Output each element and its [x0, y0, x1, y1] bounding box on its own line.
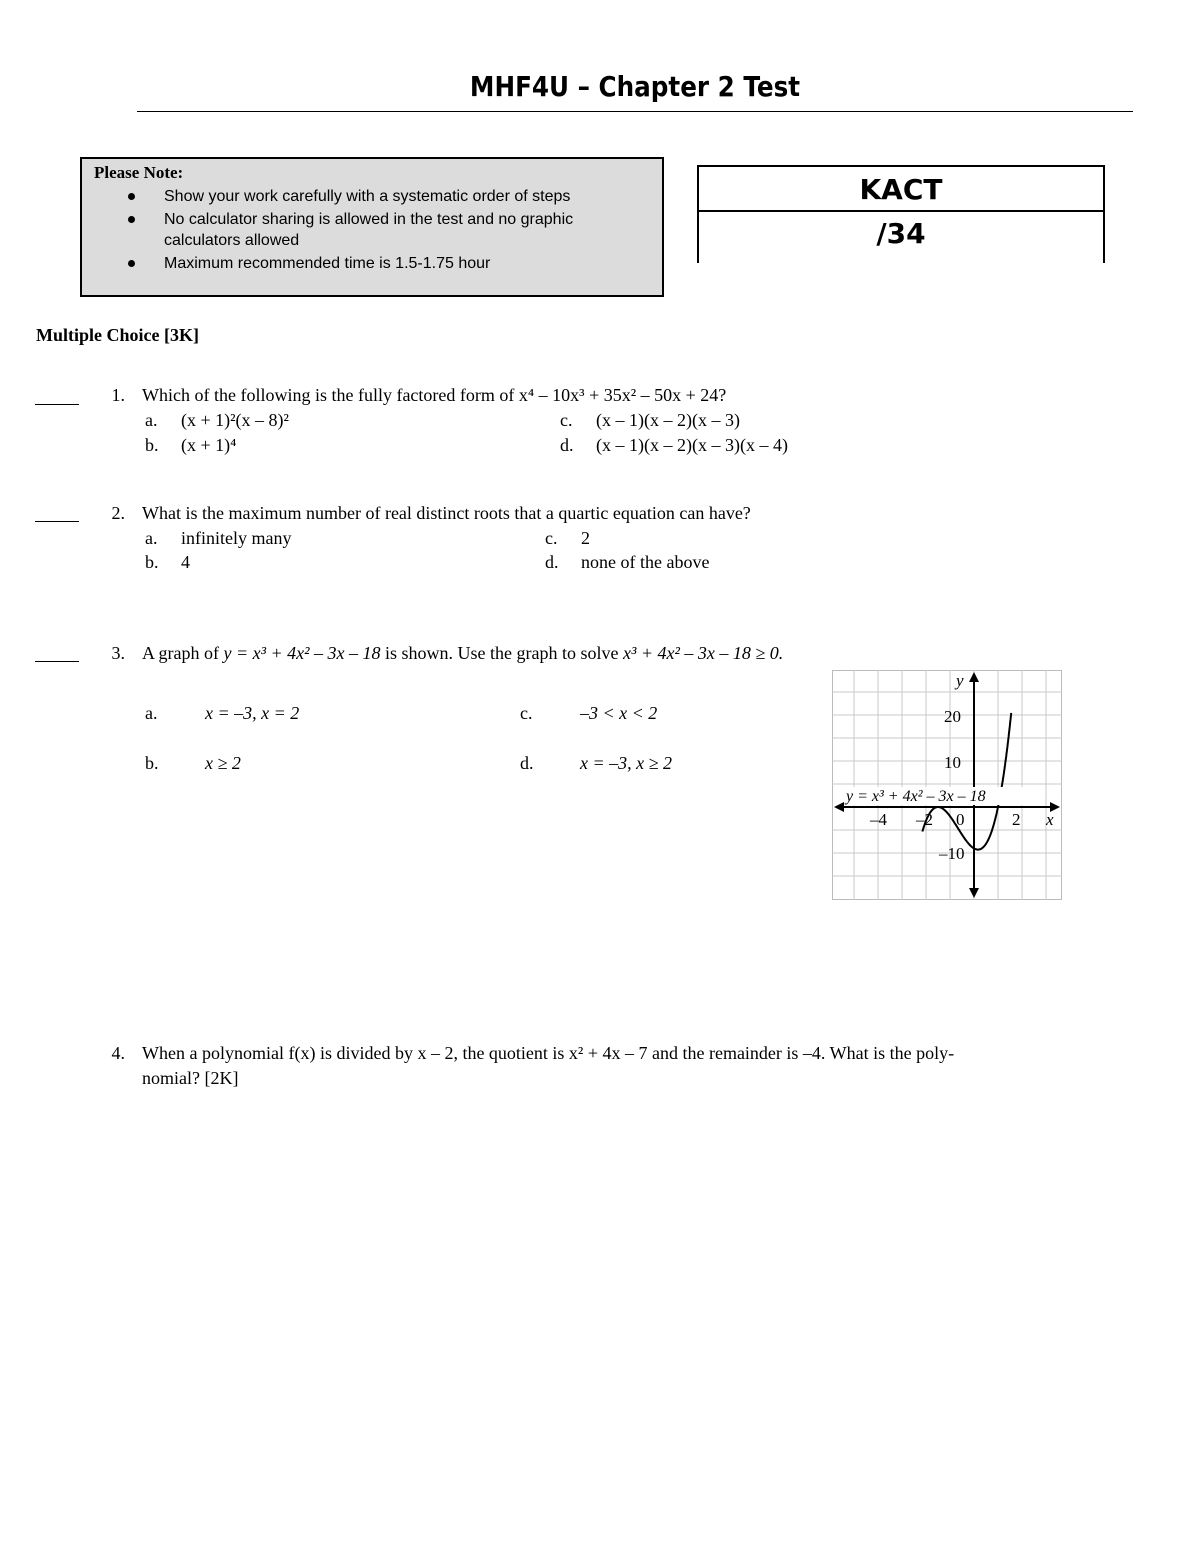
- option-b: b. (x + 1)⁴: [145, 435, 237, 455]
- question-text-line2: nomial? [2K]: [142, 1068, 239, 1088]
- score-box: [697, 165, 1105, 263]
- option-d: d. (x – 1)(x – 2)(x – 3)(x – 4): [560, 435, 788, 455]
- answer-blank[interactable]: [35, 404, 79, 405]
- option-b: b. 4: [145, 552, 190, 572]
- y-axis-label: y: [956, 671, 964, 690]
- note-item: No calculator sharing is allowed in the test and no graphic: [94, 208, 650, 231]
- question-number: 1.: [111, 385, 125, 405]
- bullet-icon: [128, 193, 135, 200]
- score-category: KACT: [699, 167, 1103, 212]
- bullet-icon: [128, 260, 135, 267]
- note-item: Show your work carefully with a systematic order of steps: [94, 185, 650, 208]
- option-b: b. x ≥ 2: [145, 753, 241, 773]
- x-axis-label: x: [1046, 810, 1054, 829]
- option-a: a. infinitely many: [145, 528, 292, 548]
- score-total: /34: [876, 217, 926, 250]
- option-a: a. x = –3, x = 2: [145, 703, 300, 723]
- option-a: a. (x + 1)²(x – 8)²: [145, 410, 289, 430]
- note-list: [94, 185, 650, 275]
- option-c: c. (x – 1)(x – 2)(x – 3): [560, 410, 740, 430]
- answer-blank[interactable]: [35, 521, 79, 522]
- please-note-box: [80, 157, 664, 297]
- tick-label-y20: 20: [944, 707, 961, 726]
- section-title: Multiple Choice [3K]: [36, 325, 199, 345]
- cubic-graph: [832, 670, 1062, 900]
- polynomial-expression: x⁴ – 10x³ + 35x² – 50x + 24?: [518, 385, 727, 405]
- option-c: c. –3 < x < 2: [520, 703, 658, 723]
- title-divider: [137, 111, 1133, 112]
- question-text: Which of the following is the fully factored form of x⁴ – 10x³ + 35x² – 50x + 24?: [142, 385, 727, 405]
- tick-label-x-neg2: –2: [916, 810, 933, 829]
- answer-blank[interactable]: [35, 661, 79, 662]
- inequality: x³ + 4x² – 3x – 18 ≥ 0.: [623, 643, 784, 663]
- graph-frame: [833, 671, 1062, 900]
- question-text: A graph of y = x³ + 4x² – 3x – 18 is shown. Use the graph to solve x³ + 4x² – 3x – 18 ≥ 0.: [142, 643, 784, 663]
- graph-equation-label: y = x³ + 4x² – 3x – 18: [846, 788, 986, 805]
- tick-label-x2: 2: [1012, 810, 1021, 829]
- option-c: c. 2: [545, 528, 590, 548]
- question-number: 2.: [111, 503, 125, 523]
- question-number: 4.: [111, 1043, 125, 1063]
- tick-label-x-neg4: –4: [870, 810, 887, 829]
- tick-label-y10: 10: [944, 753, 961, 772]
- tick-label-origin: 0: [956, 810, 965, 829]
- option-d: d. none of the above: [545, 552, 710, 572]
- note-item: Maximum recommended time is 1.5-1.75 hour: [94, 252, 650, 275]
- question-text: What is the maximum number of real distinct roots that a quartic equation can have?: [142, 503, 751, 523]
- note-heading: Please Note:: [94, 163, 184, 182]
- bullet-icon: [128, 216, 135, 223]
- question-number: 3.: [111, 643, 125, 663]
- option-d: d. x = –3, x ≥ 2: [520, 753, 673, 773]
- page-title: MHF4U – Chapter 2 Test: [469, 70, 801, 103]
- question-text-line1: When a polynomial f(x) is divided by x – 2, the quotient is x² + 4x – 7 and the remainder is –4. What is the poly-: [142, 1043, 955, 1063]
- graph-equation: y = x³ + 4x² – 3x – 18: [223, 643, 381, 663]
- tick-label-y-neg10: –10: [939, 844, 965, 863]
- note-item-continued: calculators allowed: [164, 232, 300, 249]
